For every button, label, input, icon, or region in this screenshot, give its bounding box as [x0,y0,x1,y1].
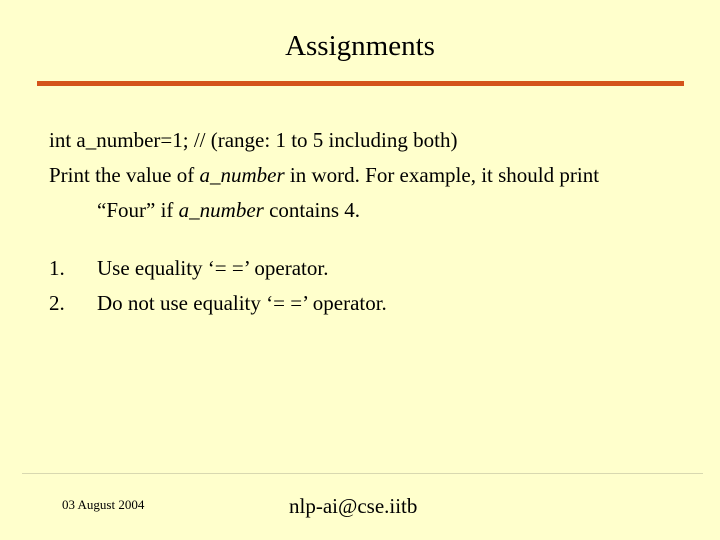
slide-title: Assignments [285,30,435,62]
example-text-start: “Four” if [97,198,179,222]
list-item-number: 1. [49,256,65,280]
slide-body [49,123,699,321]
instruction-continuation [49,193,699,228]
list-item-number: 2. [49,291,65,315]
list-item-text: Do not use equality ‘= =’ operator. [97,291,387,315]
list-item [49,251,699,286]
instruction-text-end: in word. For example, it should print [284,163,600,187]
footer-date: 03 August 2004 [62,497,145,512]
numbered-list [49,251,699,321]
instruction-text-start: Print the value of [49,163,200,187]
list-item-text: Use equality ‘= =’ operator. [97,256,329,280]
title-divider [37,81,684,86]
instruction-paragraph [49,158,699,193]
variable-name: a_number [199,163,285,187]
code-line: int a_number=1; // (range: 1 to 5 including both) [49,128,458,152]
example-text-end: contains 4. [263,198,361,222]
footer-divider [22,473,703,474]
footer-email: nlp-ai@cse.iitb [289,494,418,518]
list-item [49,286,699,321]
variable-name: a_number [178,198,264,222]
